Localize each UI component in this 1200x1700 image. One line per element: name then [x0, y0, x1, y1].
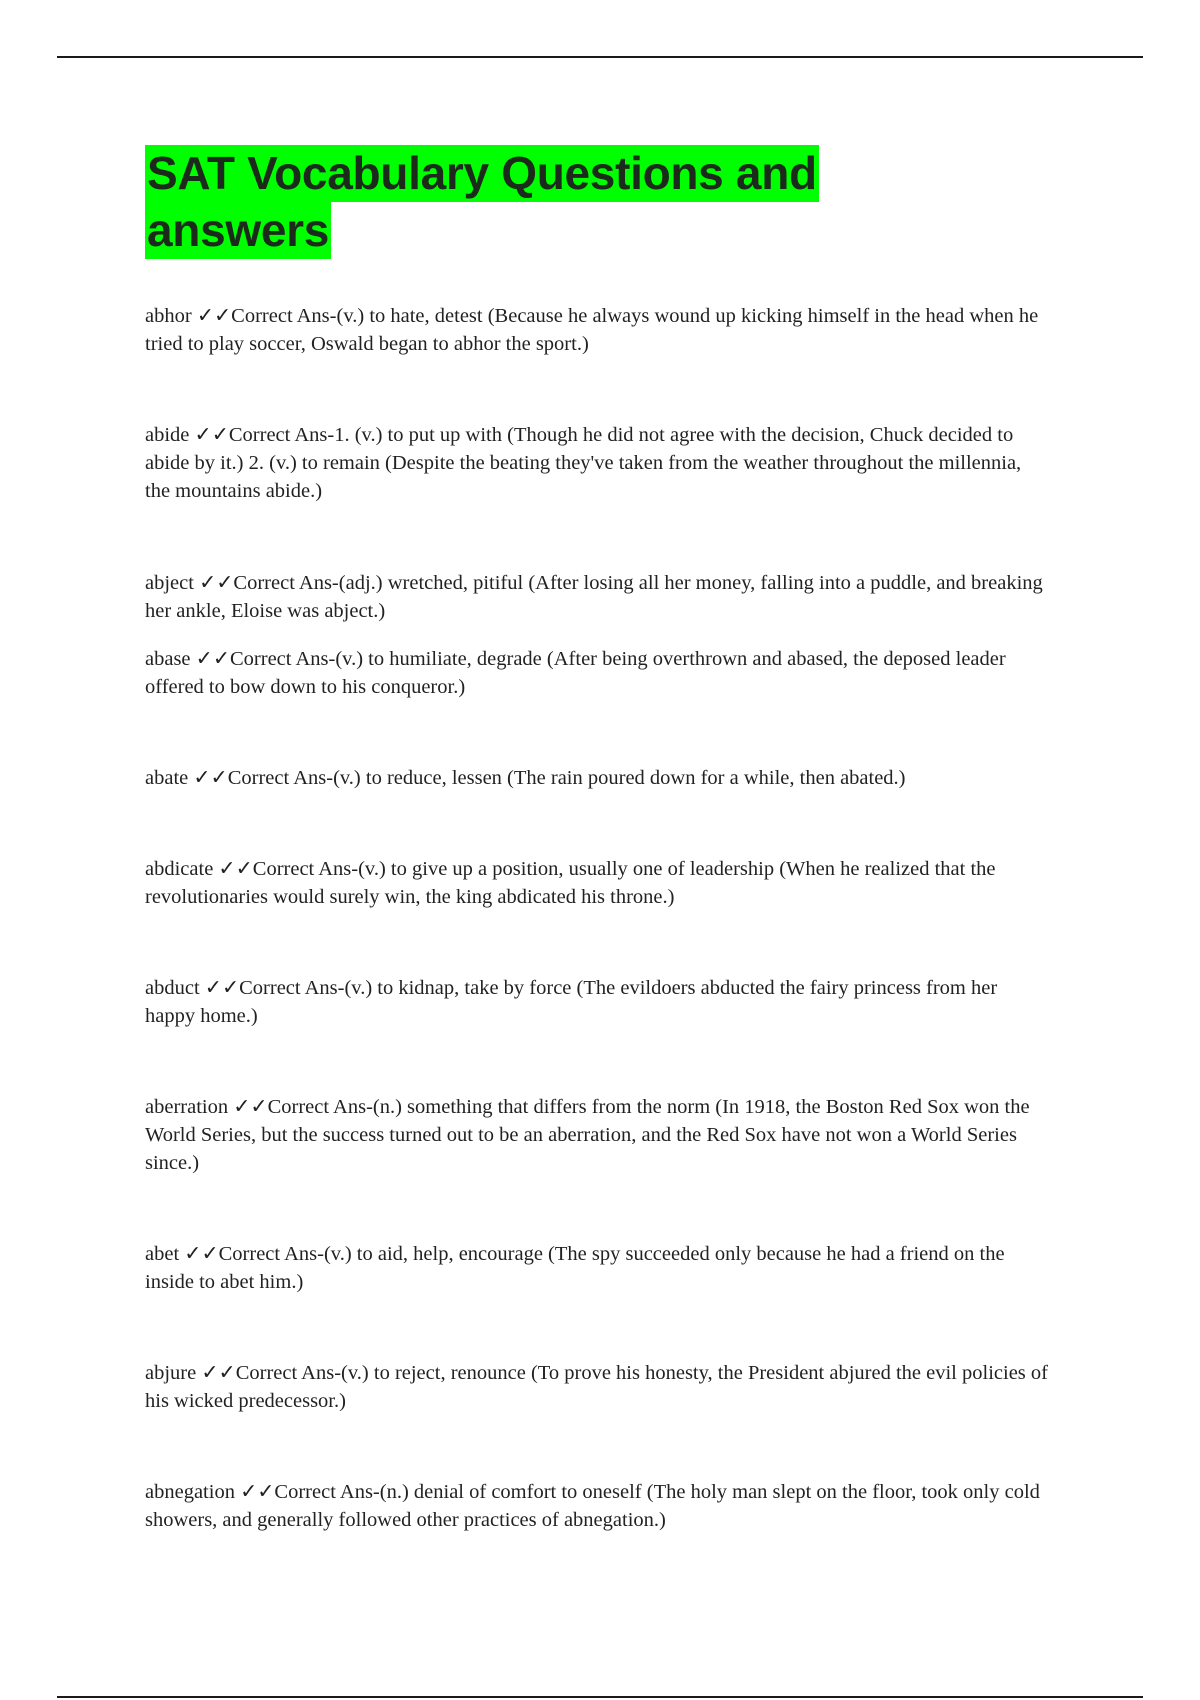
vocab-entry-abnegation [145, 1478, 1050, 1534]
answer-marker: ✓✓Correct Ans- [184, 1243, 324, 1265]
answer-marker: ✓✓Correct Ans- [199, 572, 339, 594]
answer-marker: ✓✓Correct Ans- [193, 767, 334, 789]
answer-marker: ✓✓Correct Ans- [240, 1481, 380, 1503]
vocab-entry-abhor [145, 302, 1050, 358]
entry-answer: (n.) something that differs from the norm (In 1918, the Boston Red Sox won the World Series, but the success turned out to be an aberration, and the Red Sox have not won a World Series since.) [145, 1096, 1030, 1174]
entry-term: abdicate [145, 858, 214, 880]
answer-marker: ✓✓Correct Ans- [194, 424, 335, 446]
entry-answer: (n.) denial of comfort to oneself (The holy man slept on the floor, took only cold showers, and generally followed other practices of abnegation.) [145, 1481, 1040, 1531]
entry-answer: (v.) to kidnap, take by force (The evildoers abducted the fairy princess from her happy home.) [145, 977, 998, 1027]
title-line-1: SAT Vocabulary Questions and [145, 145, 819, 202]
vocab-entry-abate [145, 764, 1050, 792]
entry-answer: (adj.) wretched, pitiful (After losing all her money, falling into a puddle, and breaking her ankle, Eloise was abject.) [145, 572, 1043, 622]
entry-term: abjure [145, 1362, 197, 1384]
entry-answer: (v.) to humiliate, degrade (After being overthrown and abased, the deposed leader offered to bow down to his conqueror.) [145, 648, 1006, 698]
vocab-entry-abjure [145, 1359, 1050, 1415]
answer-marker: ✓✓Correct Ans- [195, 648, 336, 670]
entry-answer: (v.) to reduce, lessen (The rain poured down for a while, then abated.) [333, 767, 906, 789]
vocab-entry-abase [145, 645, 1050, 701]
entry-term: abide [145, 424, 190, 446]
entry-term: abate [145, 767, 189, 789]
entry-answer: (v.) to aid, help, encourage (The spy succeeded only because he had a friend on the inside to abet him.) [145, 1243, 1005, 1293]
vocab-entry-abide [145, 421, 1050, 505]
vocab-entry-abdicate [145, 855, 1050, 911]
answer-marker: ✓✓Correct Ans- [196, 305, 337, 327]
answer-marker: ✓✓Correct Ans- [233, 1096, 373, 1118]
vocab-entry-abduct [145, 974, 1050, 1030]
entry-answer: (v.) to hate, detest (Because he always wound up kicking himself in the head when he tried to play soccer, Oswald began to abhor the sport.) [145, 305, 1039, 355]
entry-term: abet [145, 1243, 180, 1265]
entry-term: abject [145, 572, 194, 594]
entry-answer: 1. (v.) to put up with (Though he did not agree with the decision, Chuck decided to abide by it.) 2. (v.) to remain (Despite the beating they've taken from the weather throughout the millennia, the mountains abide.) [145, 424, 1022, 502]
answer-marker: ✓✓Correct Ans- [204, 977, 345, 999]
entry-answer: (v.) to reject, renounce (To prove his honesty, the President abjured the evil policies of his wicked predecessor.) [145, 1362, 1048, 1412]
entry-term: abhor [145, 305, 192, 327]
entry-term: abase [145, 648, 191, 670]
answer-marker: ✓✓Correct Ans- [218, 858, 359, 880]
entry-term: aberration [145, 1096, 229, 1118]
title-line-2: answers [145, 202, 331, 259]
bottom-rule [57, 1696, 1143, 1698]
entry-answer: (v.) to give up a position, usually one of leadership (When he realized that the revolutionaries would surely win, the king abdicated his throne.) [145, 858, 996, 908]
page-title [145, 145, 905, 259]
vocab-entry-abject [145, 569, 1050, 625]
answer-marker: ✓✓Correct Ans- [201, 1362, 342, 1384]
vocab-entry-abet [145, 1240, 1050, 1296]
vocab-entry-aberration [145, 1093, 1050, 1177]
entry-term: abnegation [145, 1481, 235, 1503]
entry-term: abduct [145, 977, 200, 999]
top-rule [57, 56, 1143, 58]
